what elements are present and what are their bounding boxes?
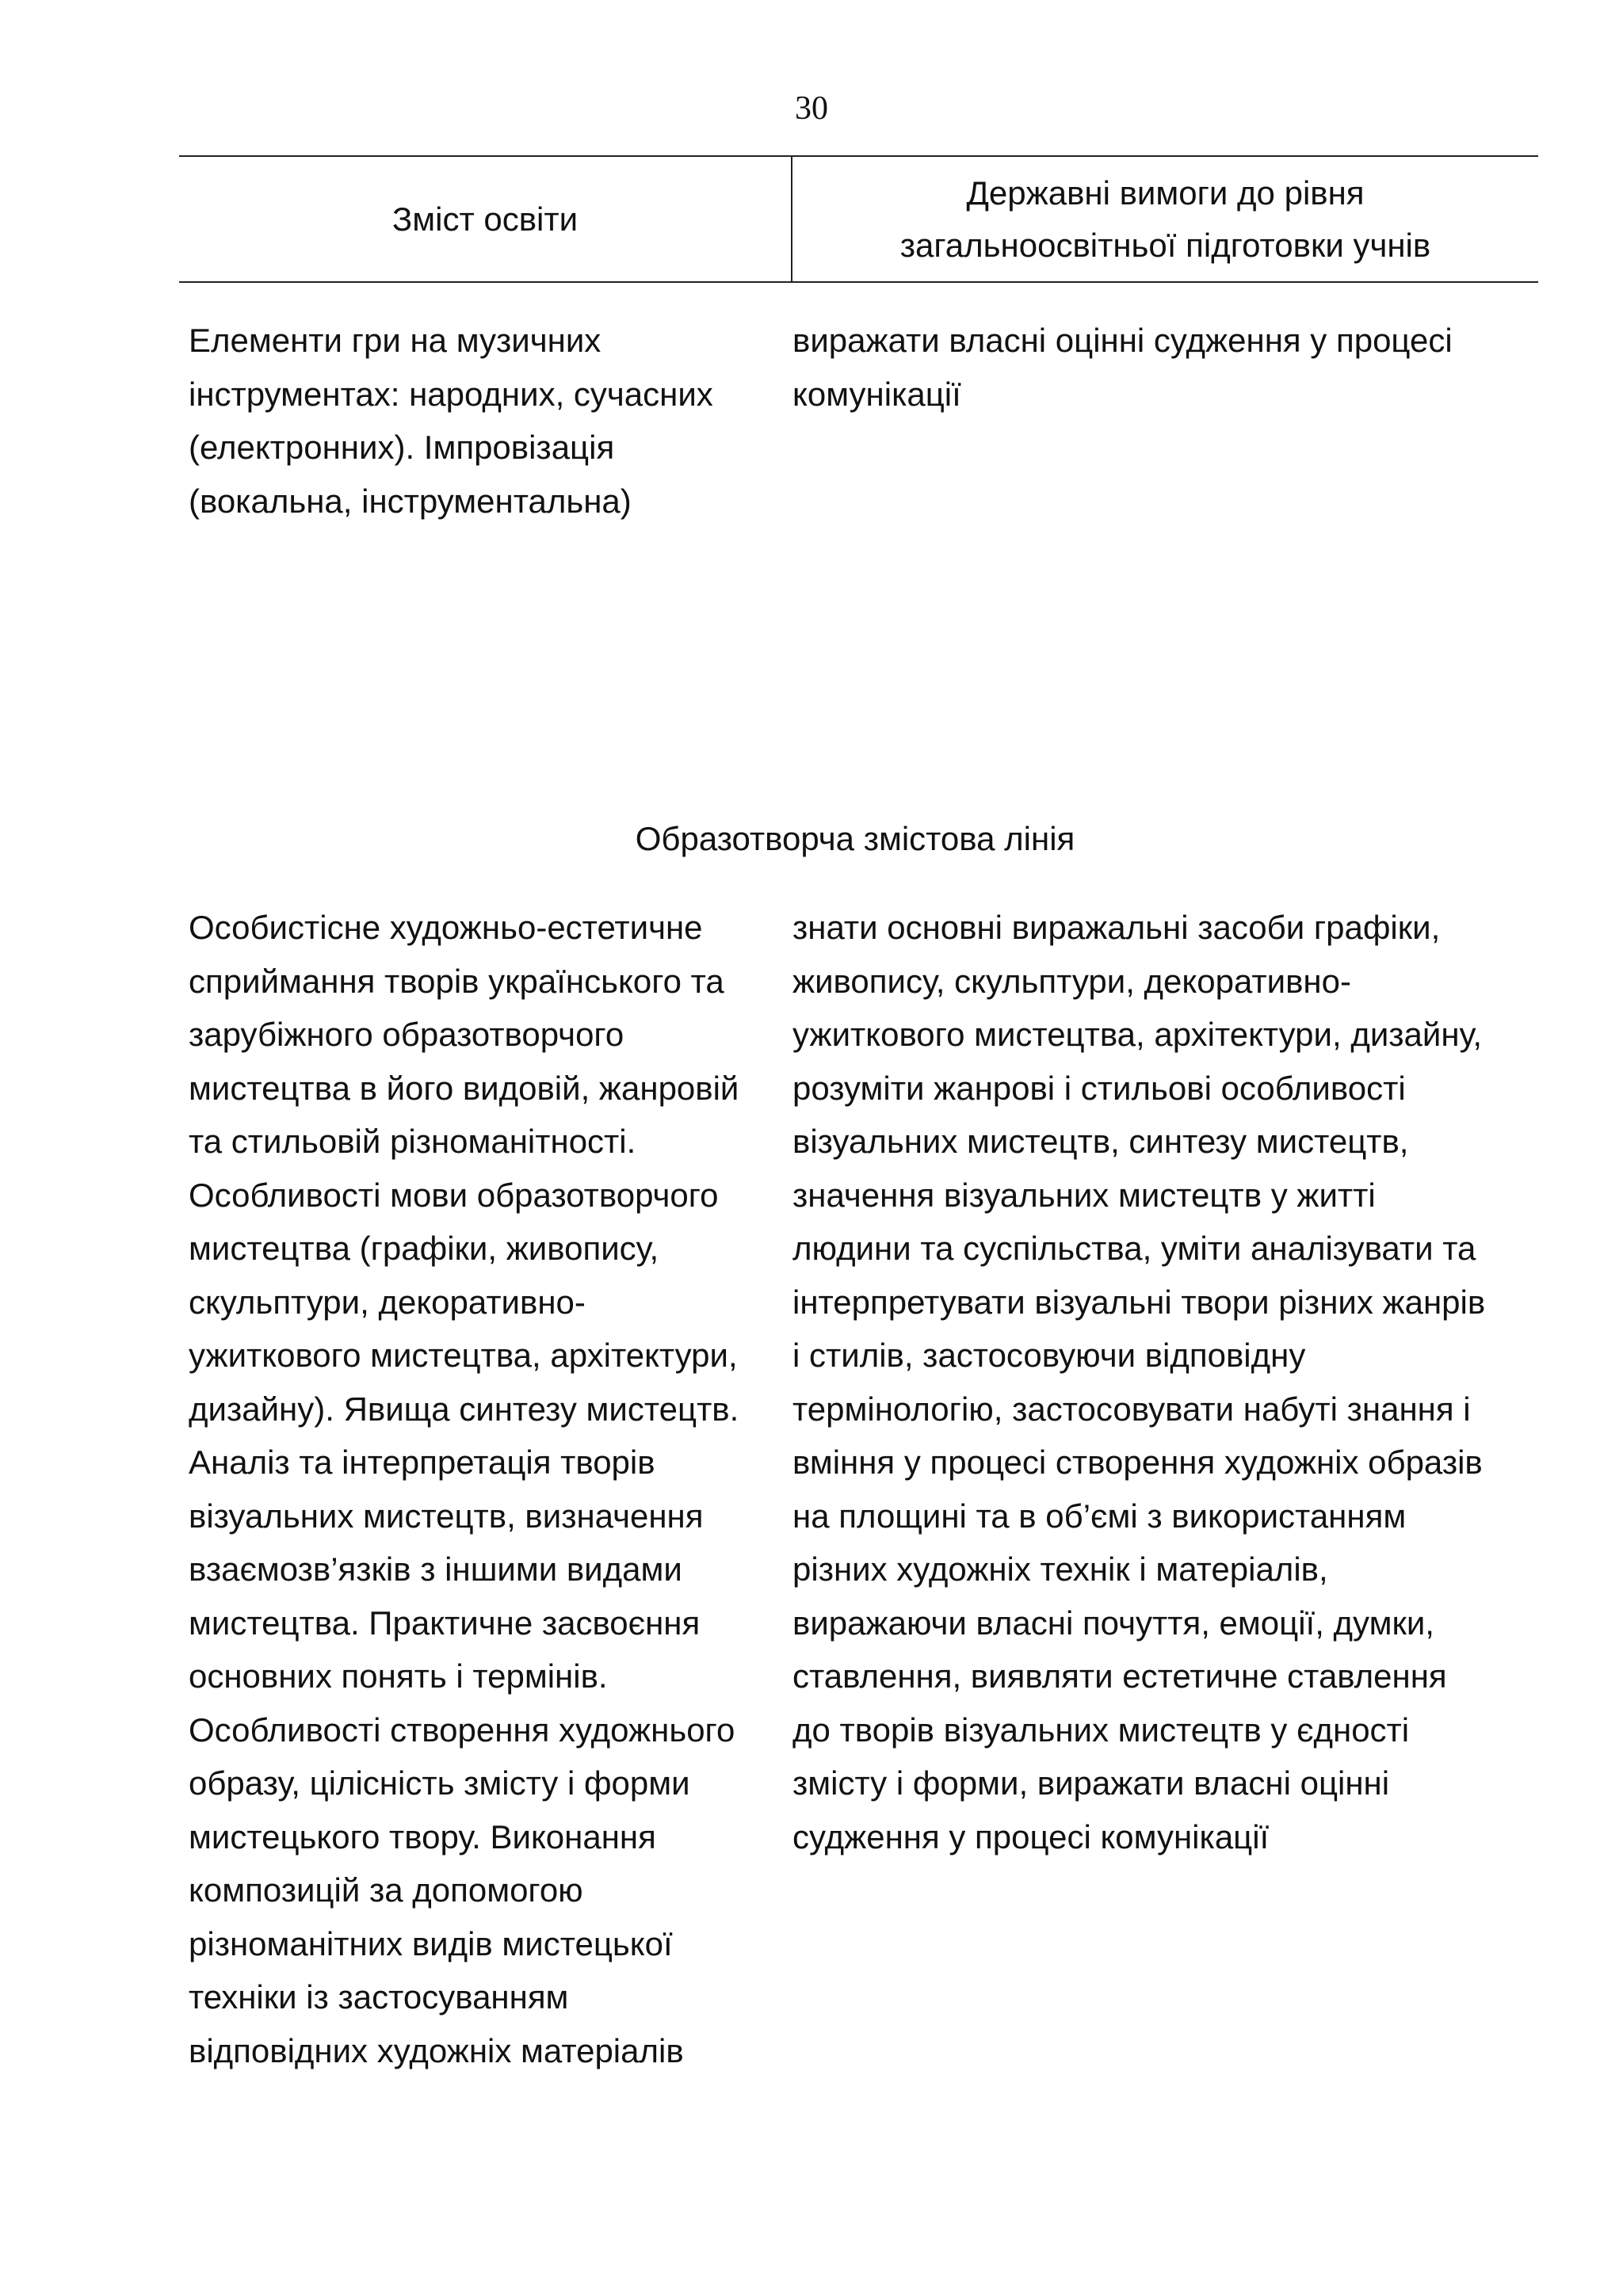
text-line: (електронних). Імпровізація (189, 429, 615, 466)
text-line: змісту і форми, виражати власні оцінні (792, 1764, 1390, 1802)
row2-content-cell (189, 901, 739, 2077)
text-line: комунікації (792, 375, 961, 413)
text-line: основних понять і термінів. (189, 1657, 608, 1695)
text-line: розуміти жанрові і стильові особливості (792, 1069, 1406, 1107)
text-line: скульптури, декоративно- (189, 1283, 586, 1321)
text-line: інструментах: народних, сучасних (189, 375, 713, 413)
text-line: мистецтва в його видовій, жанровій (189, 1069, 739, 1107)
row1-requirements-cell (792, 314, 1453, 421)
text-line: Особливості створення художнього (189, 1711, 735, 1749)
text-line: ужиткового мистецтва, архітектури, (189, 1337, 738, 1374)
text-line: сприймання творів українського та (189, 962, 724, 1000)
text-line: на площині та в об’ємі з використанням (792, 1497, 1407, 1535)
text-line: взаємозв’язків з іншими видами (189, 1550, 682, 1588)
text-line: мистецтва. Практичне засвоєння (189, 1604, 701, 1642)
text-line: зарубіжного образотворчого (189, 1016, 624, 1053)
text-line: різних художніх технік і матеріалів, (792, 1550, 1328, 1588)
header-content-column: Зміст освіти (391, 200, 579, 238)
text-line: виражати власні оцінні судження у процесі (792, 322, 1453, 359)
text-line: композицій за допомогою (189, 1871, 583, 1909)
text-line: інтерпретувати візуальні твори різних жанрів (792, 1283, 1486, 1321)
text-line: до творів візуальних мистецтв у єдності (792, 1711, 1410, 1749)
text-line: (вокальна, інструментальна) (189, 482, 632, 520)
text-line: Аналіз та інтерпретація творів (189, 1444, 655, 1481)
text-line: візуальних мистецтв, визначення (189, 1497, 704, 1535)
header-requirements-line: загальноосвітньої підготовки учнів (899, 226, 1431, 264)
row2-requirements-cell (792, 901, 1485, 1863)
text-line: ужиткового мистецтва, архітектури, дизайну, (792, 1016, 1483, 1053)
text-line: ставлення, виявляти естетичне ставлення (792, 1657, 1447, 1695)
text-line: знати основні виражальні засоби графіки, (792, 909, 1441, 946)
text-line: людини та суспільства, уміти аналізувати та (792, 1230, 1476, 1267)
text-line: значення візуальних мистецтв у житті (792, 1176, 1376, 1214)
text-line: різноманітних видів мистецької (189, 1924, 673, 1962)
text-line: техніки із застосуванням (189, 1978, 569, 2016)
text-line: Особистісне художньо-естетичне (189, 909, 703, 946)
text-line: та стильовій різноманітності. (189, 1123, 636, 1160)
text-line: виражаючи власні почуття, емоції, думки, (792, 1604, 1434, 1642)
text-line: візуальних мистецтв, синтезу мистецтв, (792, 1123, 1409, 1160)
section-title: Образотворча змістова лінія (635, 820, 1075, 857)
text-line: судження у процесі комунікації (792, 1817, 1270, 1855)
row1-content-cell (189, 314, 713, 528)
text-line: мистецтва (графіки, живопису, (189, 1230, 659, 1267)
page-number: 30 (795, 90, 828, 127)
header-requirements-column (792, 157, 1538, 281)
text-line: і стилів, застосовуючи відповідну (792, 1337, 1306, 1374)
table-header (179, 155, 1538, 283)
header-requirements-line: Державні вимоги до рівня (966, 174, 1365, 212)
text-line: відповідних художніх матеріалів (189, 2031, 684, 2069)
text-line: образу, цілісність змісту і форми (189, 1764, 690, 1802)
text-line: живопису, скульптури, декоративно- (792, 962, 1351, 1000)
text-line: вміння у процесі створення художніх образів (792, 1444, 1483, 1481)
text-line: Елементи гри на музичних (189, 322, 601, 359)
text-line: мистецького твору. Виконання (189, 1817, 656, 1855)
text-line: Особливості мови образотворчого (189, 1176, 719, 1214)
text-line: термінологію, застосовувати набуті знання і (792, 1390, 1471, 1428)
text-line: дизайну). Явища синтезу мистецтв. (189, 1390, 739, 1428)
